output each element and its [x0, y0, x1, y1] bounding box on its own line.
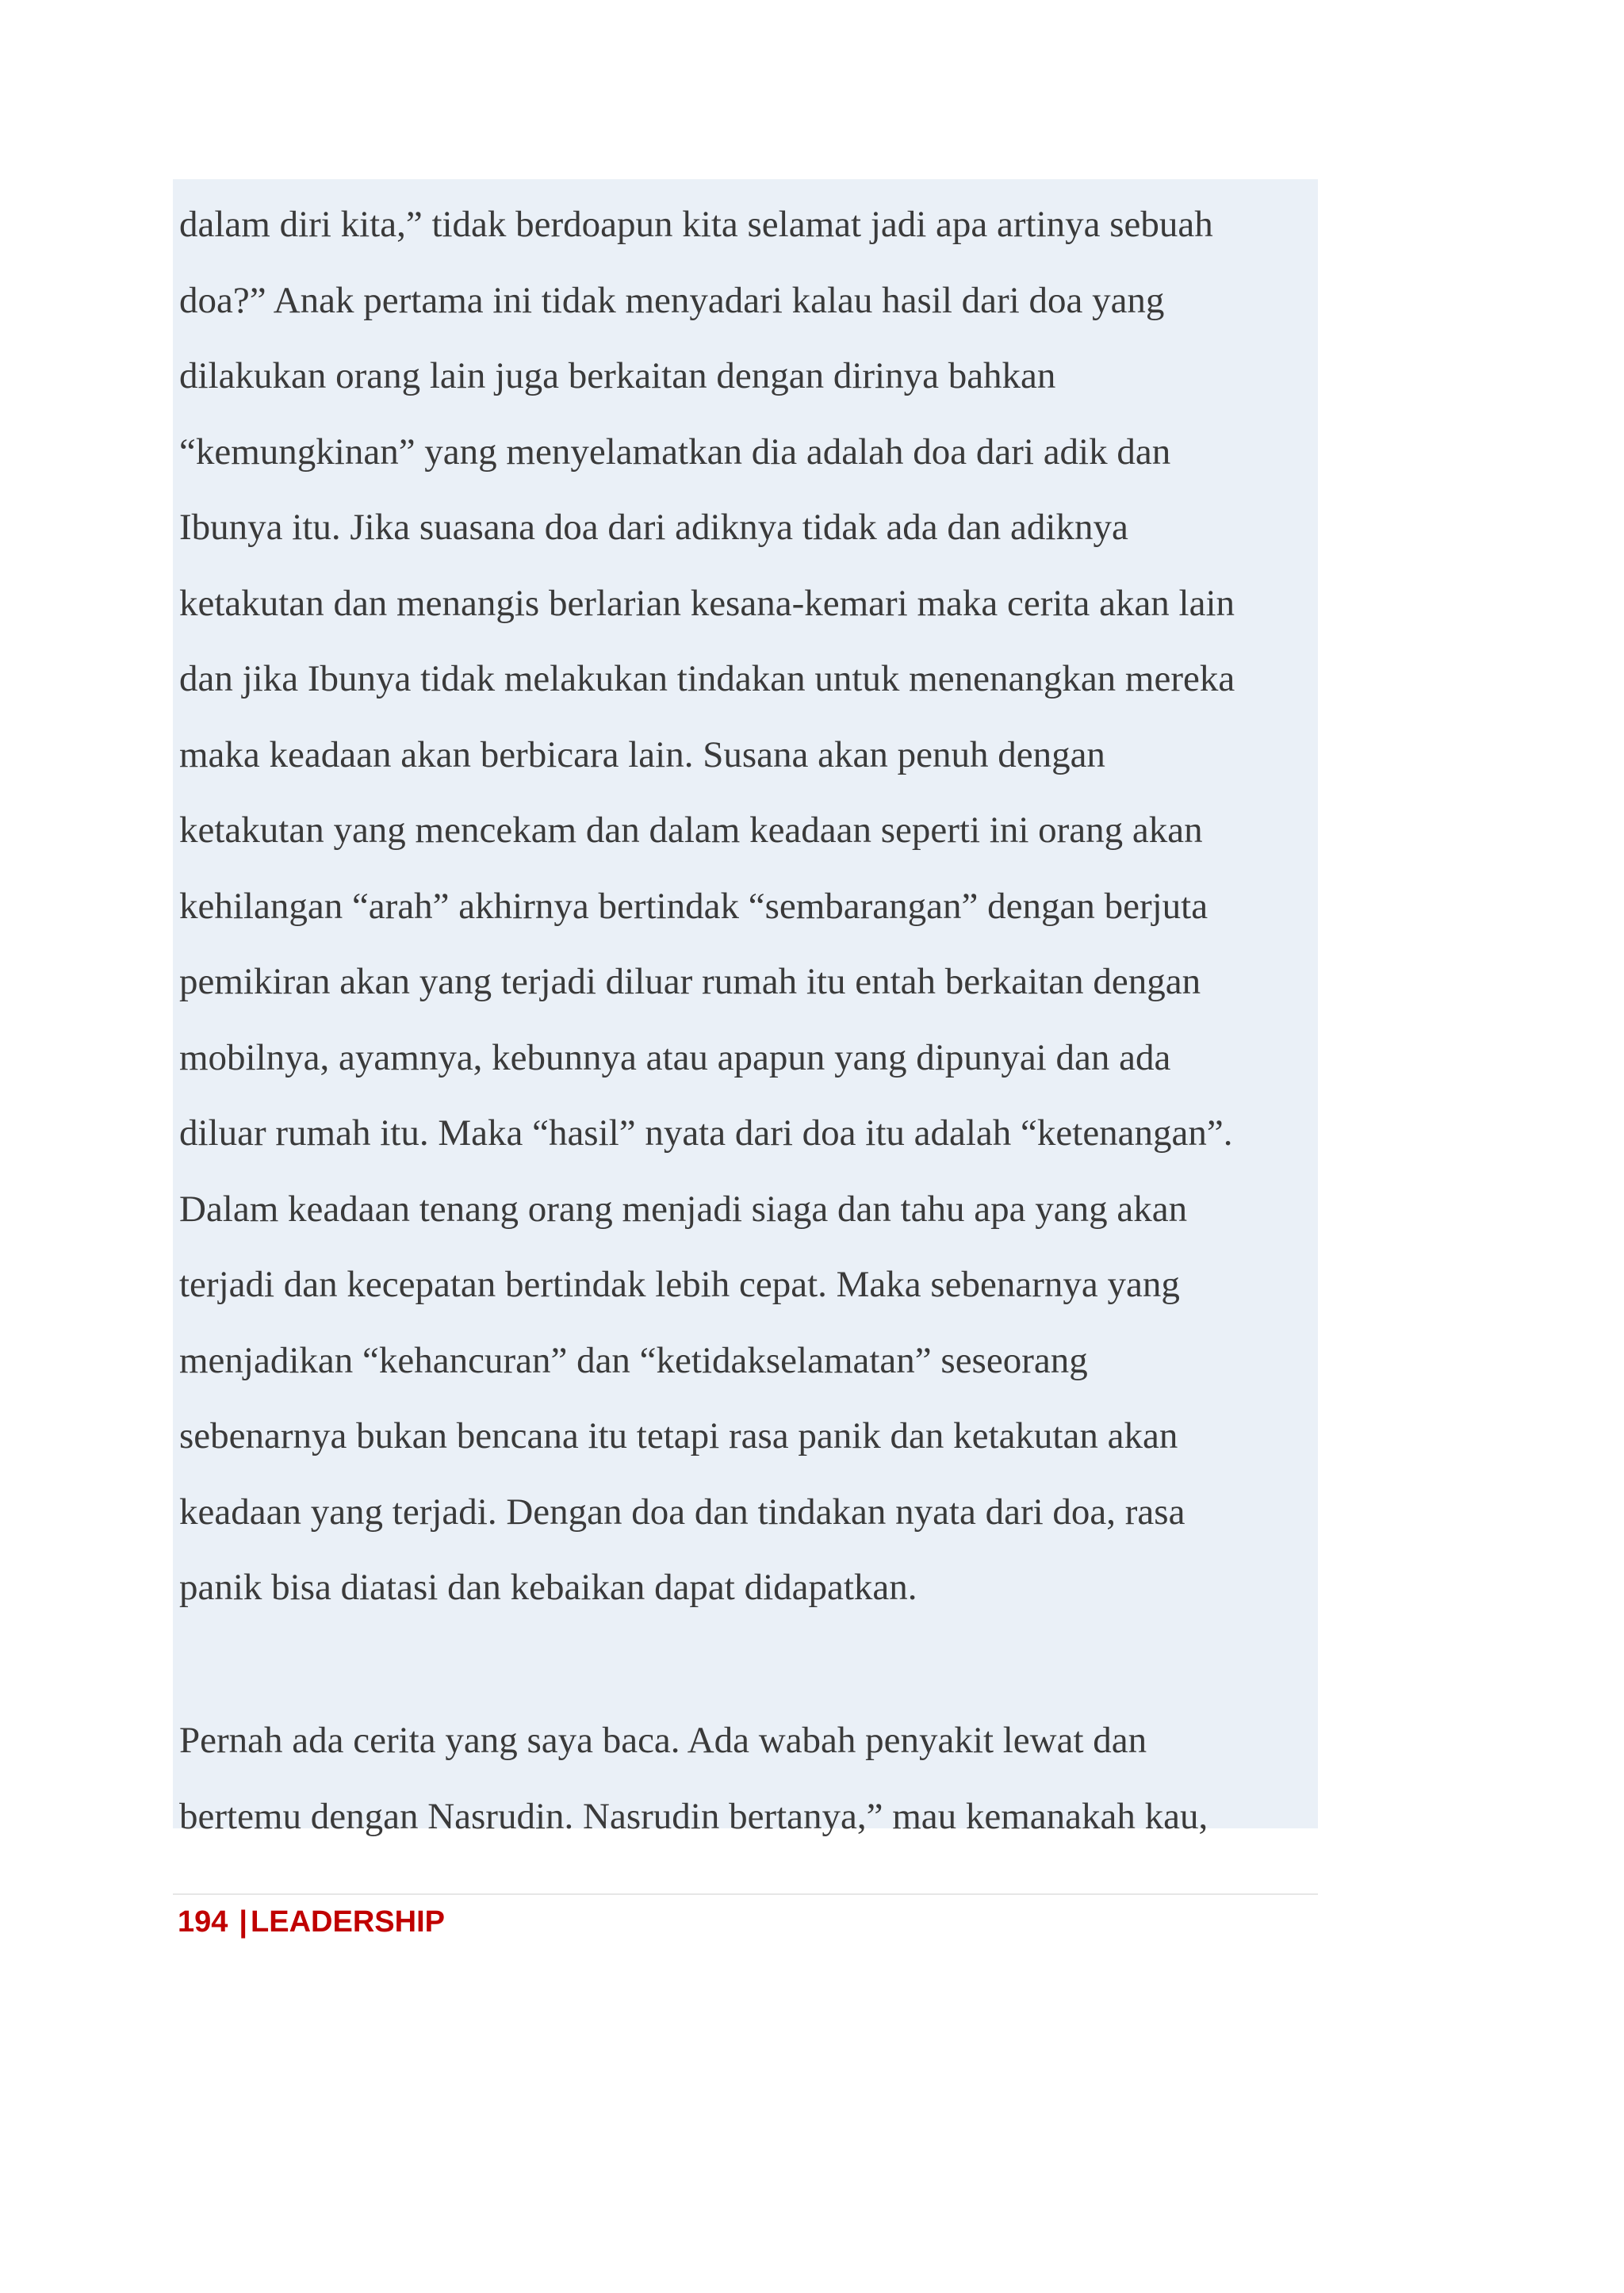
text-line: pemikiran akan yang terjadi diluar rumah itu entah berkaitan dengan [179, 961, 1201, 1002]
footer-divider [173, 1893, 1318, 1895]
text-line: Pernah ada cerita yang saya baca. Ada wabah penyakit lewat dan [179, 1720, 1147, 1761]
text-line: bertemu dengan Nasrudin. Nasrudin bertanya,” mau kemanakah kau, [179, 1795, 1208, 1837]
text-line: mobilnya, ayamnya, kebunnya atau apapun yang dipunyai dan ada [179, 1036, 1171, 1078]
text-line: menjadikan “kehancuran” dan “ketidakselamatan” seseorang [179, 1339, 1088, 1381]
text-line: diluar rumah itu. Maka “hasil” nyata dari doa itu adalah “ketenangan”. [179, 1112, 1233, 1154]
text-line: Dalam keadaan tenang orang menjadi siaga dan tahu apa yang akan [179, 1188, 1188, 1230]
text-line: Ibunya itu. Jika suasana doa dari adiknya tidak ada dan adiknya [179, 507, 1128, 548]
text-line: dan jika Ibunya tidak melakukan tindakan untuk menenangkan mereka [179, 658, 1235, 699]
section-title: LEADERSHIP [251, 1905, 445, 1939]
text-line: ketakutan dan menangis berlarian kesana-kemari maka cerita akan lain [179, 582, 1235, 624]
text-line: terjadi dan kecepatan bertindak lebih cepat. Maka sebenarnya yang [179, 1264, 1180, 1305]
highlighted-text-block [173, 179, 1318, 1837]
text-line: “kemungkinan” yang menyelamatkan dia adalah doa dari adik dan [179, 431, 1171, 473]
paragraph-1 [179, 187, 1313, 1626]
text-line: maka keadaan akan berbicara lain. Susana akan penuh dengan [179, 733, 1105, 775]
text-line: panik bisa diatasi dan kebaikan dapat didapatkan. [179, 1567, 917, 1608]
text-line: dilakukan orang lain juga berkaitan dengan dirinya bahkan [179, 355, 1056, 396]
text-line: doa?” Anak pertama ini tidak menyadari kalau hasil dari doa yang [179, 279, 1165, 321]
footer-separator: | [239, 1905, 248, 1939]
text-line: ketakutan yang mencekam dan dalam keadaan seperti ini orang akan [179, 810, 1203, 851]
text-line: kehilangan “arah” akhirnya bertindak “sembarangan” dengan berjuta [179, 885, 1208, 927]
page-footer [178, 1900, 445, 1944]
text-line: dalam diri kita,” tidak berdoapun kita selamat jadi apa artinya sebuah [179, 204, 1213, 245]
text-line: keadaan yang terjadi. Dengan doa dan tindakan nyata dari doa, rasa [179, 1491, 1185, 1533]
paragraph-2 [179, 1703, 1313, 1855]
page-number: 194 [178, 1905, 228, 1939]
text-line: sebenarnya bukan bencana itu tetapi rasa panik dan ketakutan akan [179, 1415, 1178, 1457]
